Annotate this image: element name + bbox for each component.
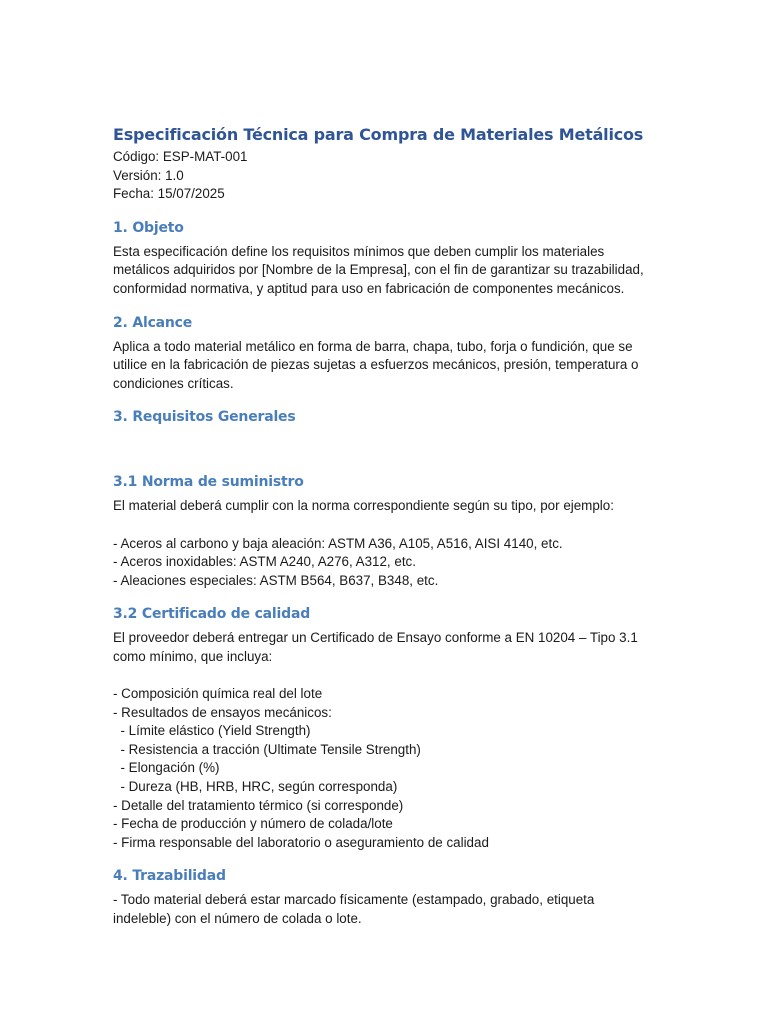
section-trazabilidad-body: - Todo material deberá estar marcado físicamente (estampado, grabado, etiqueta indeleble) con el número de colada o lote. — [113, 892, 599, 927]
list-item: - Aleaciones especiales: ASTM B564, B637, B348, etc. — [113, 572, 439, 588]
list-item: - Resultados de ensayos mecánicos: — [113, 704, 332, 720]
document-version: Versión: 1.0 — [113, 167, 184, 183]
document-title: Especificación Técnica para Compra de Materiales Metálicos — [113, 125, 644, 144]
list-item: - Dureza (HB, HRB, HRC, según corresponda) — [113, 779, 398, 795]
norma-list — [113, 535, 648, 591]
document-code: Código: ESP-MAT-001 — [113, 149, 248, 164]
list-item: - Composición química real del lote — [113, 686, 323, 702]
section-certificado-intro: El proveedor deberá entregar un Certificado de Ensayo conforme a EN 10204 – Tipo 3.1 como mínimo, que incluya: — [113, 630, 642, 664]
list-item: - Firma responsable del laboratorio o aseguramiento de calidad — [113, 834, 489, 850]
list-item: - Elongación (%) — [113, 760, 220, 776]
spacer — [113, 432, 648, 458]
section-norma-heading: 3.1 Norma de suministro — [113, 474, 304, 491]
list-item: - Aceros al carbono y baja aleación: ASTM A36, A105, A516, AISI 4140, etc. — [113, 535, 563, 551]
certificado-list — [113, 685, 648, 852]
list-item: - Resistencia a tracción (Ultimate Tensile Strength) — [113, 741, 421, 757]
section-requisitos-heading: 3. Requisitos Generales — [113, 409, 296, 426]
section-certificado-heading: 3.2 Certificado de calidad — [113, 606, 311, 623]
section-norma-intro: El material deberá cumplir con la norma correspondiente según su tipo, por ejemplo: — [113, 498, 614, 514]
section-alcance-body: Aplica a todo material metálico en forma de barra, chapa, tubo, forja o fundición, que se utilice en la fabricación de piezas sujetas a esfuerzos mecánicos, presión, temperatura o condiciones críticas. — [113, 338, 643, 391]
spacer — [113, 667, 648, 686]
list-item: - Fecha de producción y número de colada/lote — [113, 816, 393, 832]
list-item: - Aceros inoxidables: ASTM A240, A276, A312, etc. — [113, 554, 416, 570]
section-objeto-heading: 1. Objeto — [113, 219, 184, 236]
list-item: - Detalle del tratamiento térmico (si corresponde) — [113, 797, 404, 813]
list-item: - Límite elástico (Yield Strength) — [113, 723, 311, 739]
spacer — [113, 516, 648, 535]
document-date: Fecha: 15/07/2025 — [113, 186, 225, 202]
section-objeto-body: Esta especificación define los requisitos mínimos que deben cumplir los materiales metálicos adquiridos por [Nombre de la Empresa], con el fin de garantizar su trazabilidad, conformidad normativa, y aptitud para uso en fabricación de componentes mecánicos. — [113, 243, 648, 296]
section-trazabilidad-heading: 4. Trazabilidad — [113, 868, 226, 885]
section-alcance-heading: 2. Alcance — [113, 314, 193, 331]
